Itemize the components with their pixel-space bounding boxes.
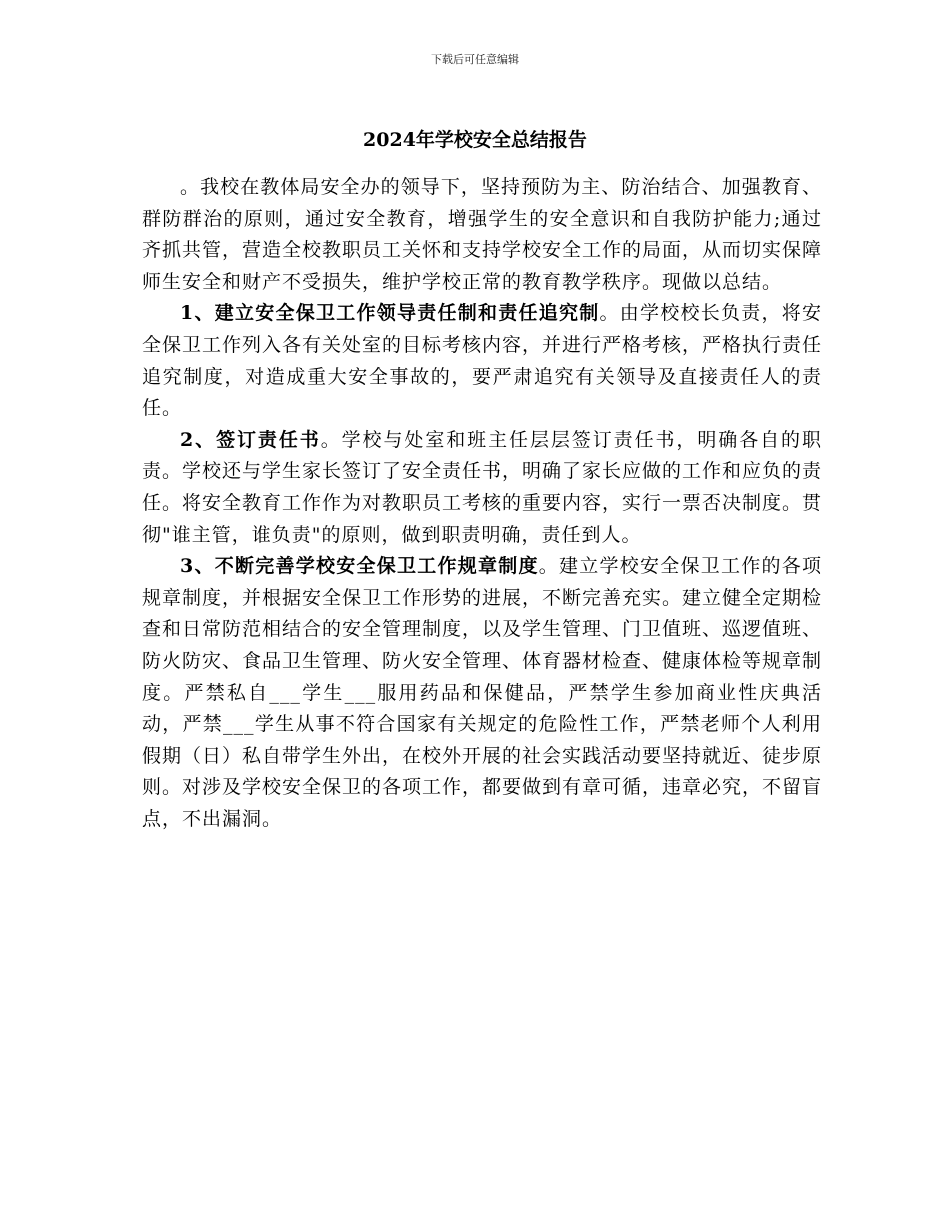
paragraph-text: 。学校与处室和班主任层层签订责任书，明确各自的职责。学校还与学生家长签订了安全责任书，明确了家长应做的工作和应负的责任。将安全教育工作作为对教职员工考核的重要内容，实行一票否决制度。贯彻"谁主管，谁负责"的原则，做到职责明确，责任到人。 [142,428,823,546]
document-body [142,172,822,835]
paragraph-intro [142,172,822,298]
paragraph-text: 。建立学校安全保卫工作的各项规章制度，并根据安全保卫工作形势的进展，不断完善充实。建立健全定期检查和日常防范相结合的安全管理制度，以及学生管理、门卫值班、巡逻值班、防火防灾、食品卫生管理、防火安全管理、体育器材检查、健康体检等规章制度。严禁私自___学生___服用药品和保健品，严禁学生参加商业性庆典活动，严禁___学生从事不符合国家有关规定的危险性工作，严禁老师个人利用假期（日）私自带学生外出，在校外开展的社会实践活动要坚持就近、徒步原则。对涉及学校安全保卫的各项工作，都要做到有章可循，违章必究，不留盲点，不出漏洞。 [142,555,823,830]
paragraph-section-2 [142,425,822,551]
paragraph-section-1 [142,298,822,424]
paragraph-text: 。由学校校长负责，将安全保卫工作列入各有关处室的目标考核内容，并进行严格考核，严格执行责任追究制度，对造成重大安全事故的，要严肃追究有关领导及直接责任人的责任。 [142,302,823,420]
document-title: 2024年学校安全总结报告 [363,129,587,151]
page-header: 下载后可任意编辑 [431,53,519,66]
section-heading: 3、不断完善学校安全保卫工作规章制度 [180,555,539,578]
paragraph-section-3 [142,551,822,835]
section-heading: 1、建立安全保卫工作领导责任制和责任追究制 [180,302,600,325]
section-heading: 2、签订责任书 [180,428,321,451]
paragraph-text: 。我校在教体局安全办的领导下，坚持预防为主、防治结合、加强教育、群防群治的原则，通过安全教育，增强学生的安全意识和自我防护能力;通过齐抓共管，营造全校教职员工关怀和支持学校安全工作的局面，从而切实保障师生安全和财产不受损失，维护学校正常的教育教学秩序。现做以总结。 [142,176,823,293]
